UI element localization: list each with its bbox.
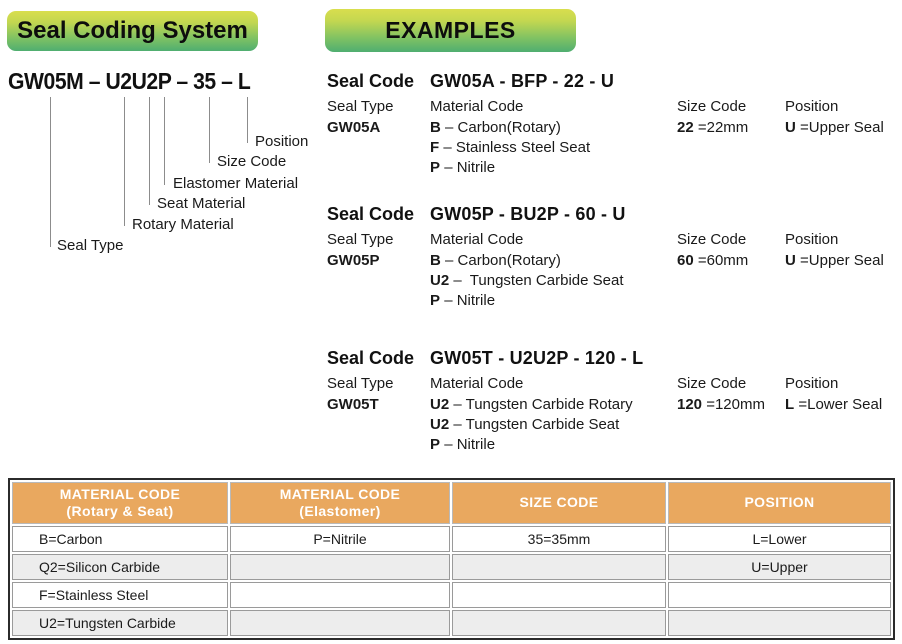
header-line: SIZE CODE: [519, 494, 599, 511]
material-code-abbr: B: [430, 119, 441, 136]
seal-coding-system-title: Seal Coding System: [17, 17, 248, 44]
table-cell: 35=35mm: [452, 526, 666, 552]
material-line: [430, 119, 561, 136]
table-cell: [668, 610, 891, 636]
position-value: [785, 252, 884, 269]
material-code-abbr: U2: [430, 416, 450, 433]
material-code-desc: Tungsten Carbide Seat: [469, 272, 624, 289]
seal-type-label: Seal Type: [327, 98, 394, 115]
table-cell: P=Nitrile: [230, 526, 450, 552]
header-line: (Elastomer): [299, 503, 381, 519]
material-code-desc: Stainless Steel Seat: [455, 139, 591, 156]
examples-title: EXAMPLES: [385, 17, 516, 43]
size-code-desc: =60mm: [697, 252, 749, 269]
dash: –: [453, 272, 462, 289]
material-code-desc: Tungsten Carbide Rotary: [465, 396, 633, 413]
table-cell: [230, 610, 450, 636]
material-line: [430, 436, 495, 453]
size-code-abbr: 60: [677, 252, 694, 269]
material-code-desc: Tungsten Carbide Seat: [465, 416, 620, 433]
dash: –: [453, 396, 462, 413]
table-header-row: [12, 482, 891, 524]
seal-code-format-heading: GW05M – U2U2P – 35 – L: [8, 68, 251, 94]
material-code-label: Material Code: [430, 375, 524, 392]
diagram-connector-line-seal-type: [50, 97, 51, 247]
diagram-connector-line-position: [247, 97, 248, 143]
material-code-abbr: F: [430, 139, 440, 156]
table-row: [12, 526, 891, 552]
table-cell: F=Stainless Steel: [12, 582, 228, 608]
header-material-code-rotary-seat: [12, 482, 228, 524]
table-cell: [230, 582, 450, 608]
diagram-connector-line-size-code: [209, 97, 210, 163]
table-cell: [452, 554, 666, 580]
table-cell: U=Upper: [668, 554, 891, 580]
size-code-label: Size Code: [677, 98, 747, 115]
example-1: [327, 71, 902, 181]
diagram-label-rotary-material: Rotary Material: [132, 216, 234, 233]
seal-code-label: Seal Code: [327, 71, 415, 91]
size-code-value: [677, 252, 748, 269]
position-desc: =Upper Seal: [800, 119, 884, 136]
example-2: [327, 204, 902, 314]
header-material-code-elastomer: [230, 482, 450, 524]
seal-code-label: Seal Code: [327, 348, 415, 368]
table-cell: [668, 582, 891, 608]
material-code-abbr: U2: [430, 396, 450, 413]
position-desc: =Lower Seal: [798, 396, 883, 413]
diagram-label-elastomer-material: Elastomer Material: [173, 175, 299, 192]
dash: –: [444, 436, 453, 453]
table-cell: L=Lower: [668, 526, 891, 552]
material-code-abbr: U2: [430, 272, 450, 289]
seal-type-label: Seal Type: [327, 375, 394, 392]
material-code-abbr: P: [430, 292, 441, 309]
size-code-label: Size Code: [677, 375, 747, 392]
table-row: [12, 554, 891, 580]
table-cell: U2=Tungsten Carbide: [12, 610, 228, 636]
header-line: MATERIAL CODE: [279, 485, 401, 502]
material-line: [430, 292, 495, 309]
table-cell: [230, 554, 450, 580]
material-code-label: Material Code: [430, 98, 524, 115]
seal-type-value: GW05P: [327, 252, 380, 269]
dash: –: [445, 252, 454, 269]
diagram-connector-line-elastomer-material: [164, 97, 165, 185]
header-position: [668, 482, 891, 524]
position-label: Position: [785, 231, 839, 248]
example-3: [327, 348, 902, 458]
seal-type-value: GW05A: [327, 119, 381, 136]
diagram-connector-line-seat-material: [149, 97, 150, 205]
size-code-abbr: 22: [677, 119, 694, 136]
position-value: [785, 396, 882, 413]
position-label: Position: [785, 375, 839, 392]
size-code-desc: =120mm: [706, 396, 765, 413]
table-cell: B=Carbon: [12, 526, 228, 552]
seal-type-label: Seal Type: [327, 231, 394, 248]
dash: –: [443, 139, 452, 156]
diagram-label-size-code: Size Code: [217, 153, 287, 170]
dash: –: [453, 416, 462, 433]
material-code-desc: Carbon(Rotary): [457, 119, 561, 136]
header-size-code: [452, 482, 666, 524]
diagram-label-seal-type: Seal Type: [57, 237, 124, 254]
material-line: [430, 159, 495, 176]
dash: –: [445, 119, 454, 136]
size-code-abbr: 120: [677, 396, 703, 413]
size-code-value: [677, 396, 765, 413]
material-code-desc: Nitrile: [456, 292, 496, 309]
table-cell: [452, 582, 666, 608]
material-code-abbr: P: [430, 159, 441, 176]
examples-banner: [325, 9, 576, 52]
size-code-value: [677, 119, 748, 136]
material-line: [430, 139, 590, 156]
size-code-desc: =22mm: [697, 119, 749, 136]
material-code-abbr: P: [430, 436, 441, 453]
diagram-connector-line-rotary-material: [124, 97, 125, 226]
material-line: [430, 396, 633, 413]
position-value: [785, 119, 884, 136]
material-code-desc: Carbon(Rotary): [457, 252, 561, 269]
position-label: Position: [785, 98, 839, 115]
material-code-abbr: B: [430, 252, 441, 269]
position-abbr: L: [785, 396, 795, 413]
table-row: [12, 582, 891, 608]
position-desc: =Upper Seal: [800, 252, 884, 269]
seal-coding-system-banner: [7, 11, 258, 51]
header-line: POSITION: [744, 494, 815, 511]
seal-code-value: GW05T - U2U2P - 120 - L: [430, 348, 644, 368]
codes-reference-table: [8, 478, 895, 640]
diagram-label-position: Position: [255, 133, 309, 150]
seal-code-value: GW05P - BU2P - 60 - U: [430, 204, 626, 224]
diagram-label-seat-material: Seat Material: [157, 195, 246, 212]
material-code-label: Material Code: [430, 231, 524, 248]
material-line: [430, 272, 624, 289]
material-line: [430, 252, 561, 269]
table-row: [12, 610, 891, 636]
seal-type-value: GW05T: [327, 396, 379, 413]
table-cell: [452, 610, 666, 636]
seal-code-label: Seal Code: [327, 204, 415, 224]
table-cell: Q2=Silicon Carbide: [12, 554, 228, 580]
dash: –: [444, 159, 453, 176]
material-line: [430, 416, 619, 433]
size-code-label: Size Code: [677, 231, 747, 248]
material-code-desc: Nitrile: [456, 436, 496, 453]
header-line: (Rotary & Seat): [66, 503, 174, 519]
position-abbr: U: [785, 119, 796, 136]
material-code-desc: Nitrile: [456, 159, 496, 176]
header-line: MATERIAL CODE: [59, 485, 181, 502]
position-abbr: U: [785, 252, 796, 269]
seal-code-value: GW05A - BFP - 22 - U: [430, 71, 615, 91]
dash: –: [444, 292, 453, 309]
